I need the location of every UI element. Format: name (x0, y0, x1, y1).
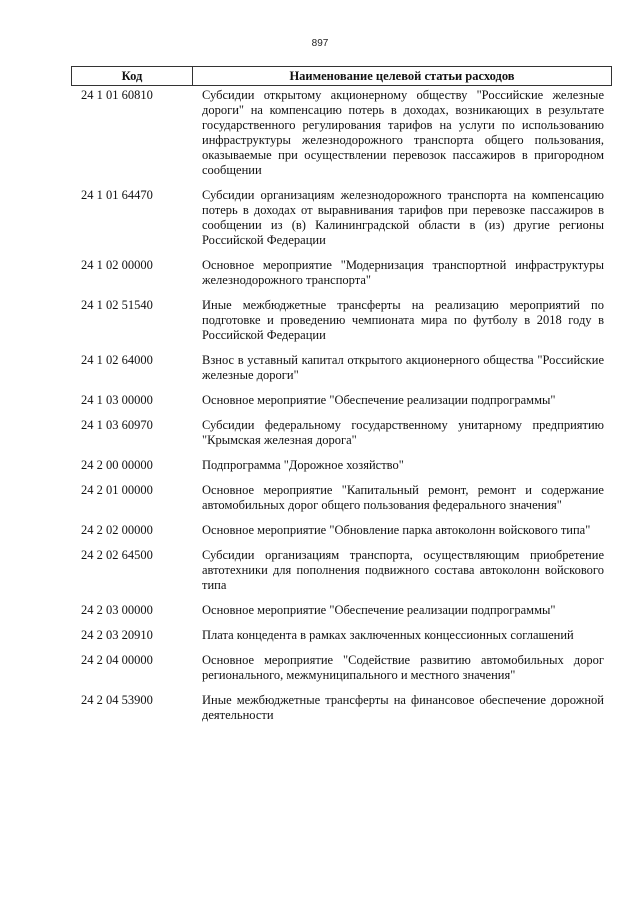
row-name: Основное мероприятие "Содействие развитию автомобильных дорог регионального, межмуниципального и местного значения" (202, 653, 604, 682)
row-code: 24 1 02 51540 (81, 298, 153, 312)
table-row (71, 298, 612, 343)
row-code: 24 2 04 53900 (81, 693, 153, 707)
row-code: 24 1 02 00000 (81, 258, 153, 272)
row-code: 24 2 04 00000 (81, 653, 153, 667)
table-row (71, 458, 612, 473)
page-number: 897 (311, 38, 329, 49)
row-code: 24 2 00 00000 (81, 458, 153, 472)
row-code: 24 1 03 60970 (81, 418, 153, 432)
row-name: Иные межбюджетные трансферты на реализацию мероприятий по подготовке и проведению чемпионата мира по футболу в 2018 году в Российской Федерации (202, 298, 604, 342)
table-row (71, 353, 612, 383)
table-row (71, 88, 612, 178)
row-name: Основное мероприятие "Обновление парка автоколонн войскового типа" (202, 523, 591, 537)
table-row (71, 393, 612, 408)
table-row (71, 188, 612, 248)
table-row (71, 418, 612, 448)
row-name: Основное мероприятие "Обеспечение реализации подпрограммы" (202, 603, 556, 617)
row-code: 24 2 01 00000 (81, 483, 153, 497)
row-name: Субсидии организациям железнодорожного транспорта на компенсацию потерь в доходах от выравнивания тарифов при перевозке пассажиров в сообщении из (в) Калининградской области в (из) другие регионы Российской Федерации (202, 188, 604, 247)
row-name: Взнос в уставный капитал открытого акционерного общества "Российские железные дороги" (202, 353, 604, 382)
row-name: Субсидии открытому акционерному обществу "Российские железные дороги" на компенсацию потерь в доходах, возникающих в результате государственного регулирования тарифов на услуги по использованию инфраструктуры железнодорожного транспорта общего пользования, оказываемые при осуществлении перевозок пассажиров в пригородном сообщении (202, 88, 604, 177)
row-code: 24 1 03 00000 (81, 393, 153, 407)
table-row (71, 603, 612, 618)
row-code: 24 2 02 00000 (81, 523, 153, 537)
row-code: 24 1 01 64470 (81, 188, 153, 202)
row-name: Подпрограмма "Дорожное хозяйство" (202, 458, 404, 472)
row-code: 24 1 02 64000 (81, 353, 153, 367)
header-code: Код (72, 67, 193, 85)
row-name: Основное мероприятие "Капитальный ремонт, ремонт и содержание автомобильных дорог общего пользования федерального значения" (202, 483, 604, 512)
row-code: 24 2 03 20910 (81, 628, 153, 642)
row-name: Иные межбюджетные трансферты на финансовое обеспечение дорожной деятельности (202, 693, 604, 722)
table-row (71, 258, 612, 288)
table-row (71, 523, 612, 538)
table-header (71, 66, 612, 86)
row-name: Основное мероприятие "Модернизация транспортной инфраструктуры железнодорожного транспорта" (202, 258, 604, 287)
table-row (71, 653, 612, 683)
row-name: Субсидии организациям транспорта, осуществляющим приобретение автотехники для пополнения подвижного состава автоколонн войскового типа (202, 548, 604, 592)
header-name: Наименование целевой статьи расходов (289, 69, 515, 83)
table-body (71, 86, 612, 723)
budget-table (71, 66, 612, 733)
table-row (71, 483, 612, 513)
row-code: 24 2 02 64500 (81, 548, 153, 562)
table-row (71, 548, 612, 593)
table-row (71, 693, 612, 723)
row-name: Плата концедента в рамках заключенных концессионных соглашений (202, 628, 574, 642)
row-code: 24 2 03 00000 (81, 603, 153, 617)
row-name: Субсидии федеральному государственному унитарному предприятию "Крымская железная дорога" (202, 418, 604, 447)
row-code: 24 1 01 60810 (81, 88, 153, 102)
row-name: Основное мероприятие "Обеспечение реализации подпрограммы" (202, 393, 556, 407)
table-row (71, 628, 612, 643)
